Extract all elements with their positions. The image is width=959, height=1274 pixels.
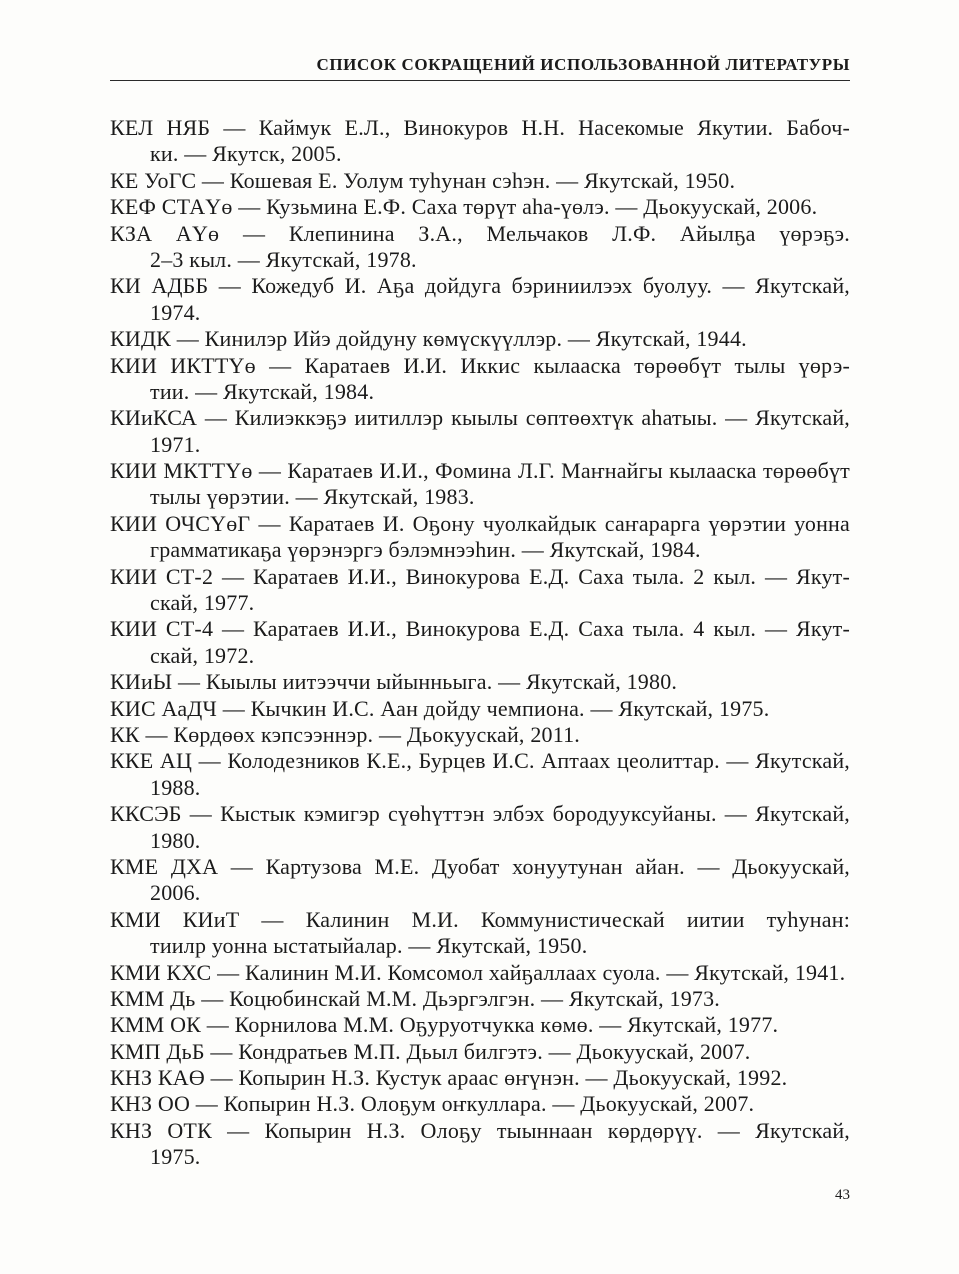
entry-line: ККСЭБ — Кыстык кэмигэр сүөһүттэн элбэх бородууксуйаны. — Якутскай, [110, 801, 850, 827]
list-item [110, 722, 850, 748]
entry-line: КНЗ ОТК — Копырин Н.З. Олоҕу тыыннаан көрдөрүү. — Якутскай, [110, 1117, 850, 1143]
entry-line: КМИ КХС — Калинин М.И. Комсомол хайҕаллаах суола. — Якутскай, 1941. [110, 959, 846, 985]
entry-line: ККЕ АЦ — Колодезников К.Е., Бурцев И.С. Аптаах цеолиттар. — Якутскай, [110, 748, 850, 774]
entry-line: КИИ СТ-4 — Каратаев И.И., Винокурова Е.Д. Саха тыла. 4 кыл. — Якут- [110, 616, 850, 642]
entry-continuation-line: 2–3 кыл. — Якутскай, 1978. [150, 246, 417, 272]
entry-line: КИИ СТ-2 — Каратаев И.И., Винокурова Е.Д. Саха тыла. 2 кыл. — Якут- [110, 563, 850, 589]
list-item [110, 273, 850, 326]
entry-continuation-line: 1971. [150, 431, 201, 457]
list-item [110, 168, 850, 194]
entry-line: КЕ УоГС — Кошевая Е. Уолум туһунан сэһэн. — Якутскай, 1950. [110, 167, 736, 193]
entry-line: КМИ КИиТ — Калинин М.И. Коммунистическай иитии туһунан: [110, 906, 850, 932]
list-item [110, 696, 850, 722]
list-item [110, 1065, 850, 1091]
entry-line: КИиЫ — Кыылы иитээччи ыйынньыга. — Якутскай, 1980. [110, 669, 678, 695]
entry-line: КИиКСА — Килиэккэҕэ иитиллэр кыылы сөптөөхтүк аһатыы. — Якутскай, [110, 405, 850, 431]
entry-line: КИИ МКТТҮө — Каратаев И.И., Фомина Л.Г. Маҥнайгы кылааска төрөөбүт [110, 458, 850, 484]
list-item [110, 748, 850, 801]
list-item [110, 1118, 850, 1171]
entry-line: КММ ОК — Корнилова М.М. Оҕуруотчукка көмө. — Якутскай, 1977. [110, 1012, 779, 1038]
entry-line: КИС АаДЧ — Кычкин И.С. Аан дойду чемпиона. — Якутскай, 1975. [110, 695, 770, 721]
entry-line: КЕФ СТАҮө — Кузьмина Е.Ф. Саха төрүт аһа-үөлэ. — Дьокуускай, 2006. [110, 194, 818, 220]
entry-continuation-line: 2006. [150, 880, 201, 906]
list-item [110, 1039, 850, 1065]
list-item [110, 1012, 850, 1038]
entry-continuation-line: скай, 1977. [150, 590, 255, 616]
running-header: СПИСОК СОКРАЩЕНИЙ ИСПОЛЬЗОВАННОЙ ЛИТЕРАТУРЫ [316, 55, 850, 74]
list-item [110, 326, 850, 352]
entry-line: КЕЛ НЯБ — Каймук Е.Л., Винокуров Н.Н. Насекомые Якутии. Бабоч- [110, 115, 850, 140]
entry-continuation-line: 1974. [150, 299, 201, 325]
entry-continuation-line: тии. — Якутскай, 1984. [150, 378, 375, 404]
list-item [110, 669, 850, 695]
list-item [110, 960, 850, 986]
list-item [110, 1091, 850, 1117]
entry-continuation-line: тылы үөрэтии. — Якутскай, 1983. [150, 484, 475, 510]
list-item [110, 854, 850, 907]
entry-continuation-line: тиилр уонна ыстатыйалар. — Якутскай, 1950. [150, 933, 588, 959]
entry-line: КЗА АҮө — Клепинина З.А., Мельчаков Л.Ф. Айылҕа үөрэҕэ. [110, 220, 850, 246]
entry-continuation-line: 1975. [150, 1144, 201, 1170]
entry-line: КНЗ ОО — Копырин Н.З. Олоҕум оҥкуллара. — Дьокуускай, 2007. [110, 1091, 755, 1117]
list-item [110, 511, 850, 564]
list-item [110, 907, 850, 960]
header-rule [110, 80, 850, 81]
entry-continuation-line: ки. — Якутск, 2005. [150, 141, 342, 167]
list-item [110, 353, 850, 406]
entry-continuation-line: грамматикаҕа үөрэнэргэ бэлэмнээһин. — Якутскай, 1984. [150, 537, 701, 563]
entry-line: КК — Көрдөөх кэпсээннэр. — Дьокуускай, 2011. [110, 721, 581, 747]
page-number: 43 [835, 1187, 850, 1203]
list-item [110, 194, 850, 220]
entry-continuation-line: 1980. [150, 827, 201, 853]
list-item [110, 801, 850, 854]
entry-line: КМП ДьБ — Кондратьев М.П. Дьыл билгэтэ. — Дьокуускай, 2007. [110, 1038, 751, 1064]
entry-line: КИИ ОЧСҮөГ — Каратаев И. Оҕону чуолкайдык саҥарарга үөрэтии уонна [110, 510, 850, 536]
list-item [110, 986, 850, 1012]
entry-continuation-line: 1988. [150, 774, 201, 800]
list-item [110, 405, 850, 458]
list-item [110, 115, 850, 168]
entry-line: КИДК — Кинилэр Ийэ дойдуну көмүскүүллэр. — Якутскай, 1944. [110, 326, 747, 352]
entry-line: КМЕ ДХА — Картузова М.Е. Дуобат хонуутунан айан. — Дьокуускай, [110, 853, 850, 879]
entry-continuation-line: скай, 1972. [150, 642, 255, 668]
entry-line: КНЗ КАӨ — Копырин Н.З. Кустук араас өҥүнэн. — Дьокуускай, 1992. [110, 1065, 788, 1091]
list-item [110, 616, 850, 669]
list-item [110, 458, 850, 511]
entry-line: КММ Дь — Коцюбинскай М.М. Дьэргэлгэн. — Якутскай, 1973. [110, 985, 721, 1011]
entry-line: КИИ ИКТТҮө — Каратаев И.И. Иккис кылааска төрөөбүт тылы үөрэ- [110, 352, 850, 378]
entry-line: КИ АДББ — Кожедуб И. Аҕа дойдуга бэриниилээх буолуу. — Якутскай, [110, 273, 850, 299]
list-item [110, 221, 850, 274]
list-item [110, 564, 850, 617]
abbreviation-list [110, 115, 850, 1171]
